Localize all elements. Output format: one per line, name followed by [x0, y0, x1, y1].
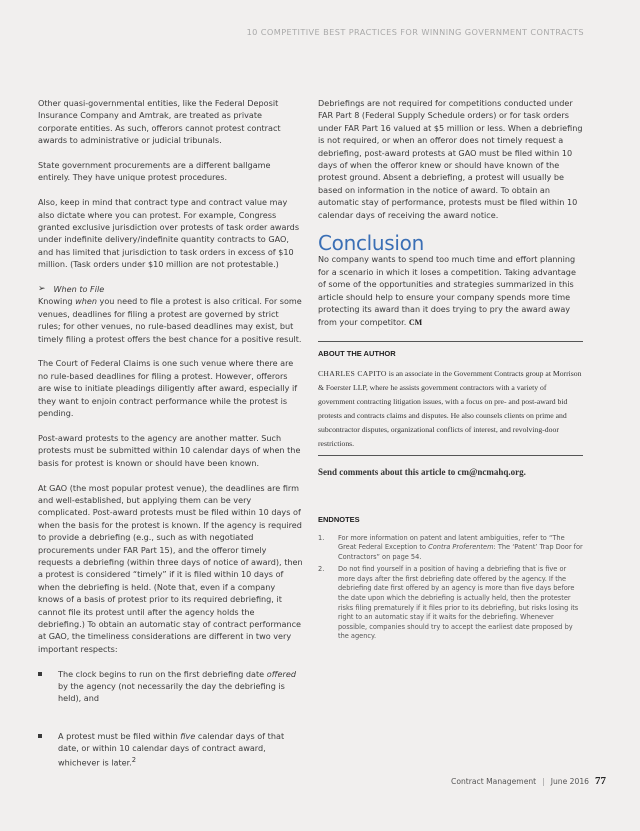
- subhead-label: When to File: [53, 284, 105, 295]
- running-head: 10 COMPETITIVE BEST PRACTICES FOR WINNING GOVERNMENT CONTRACTS: [246, 27, 584, 37]
- publication-name: Contract Management: [451, 777, 537, 786]
- endnotes-list: [318, 534, 583, 643]
- bullet-list: [38, 668, 303, 770]
- emphasis: Contra Proferentem: [428, 543, 494, 552]
- paragraph: Other quasi-governmental entities, like the Federal Deposit Insurance Company and Amtrak, are treated as private corporate entities. As such, offerors cannot protest contract awards to administrative or judicial tribunals.: [38, 98, 281, 146]
- spacer: [318, 478, 583, 514]
- list-item: [38, 730, 303, 770]
- issue-date: June 2016: [550, 777, 589, 786]
- page-number: 77: [595, 775, 606, 787]
- right-column: [318, 97, 583, 645]
- endnotes-heading: ENDNOTES: [318, 515, 360, 525]
- text: No company wants to spend too much time and effort planning for a scenario in which it loses a competition. Taking advantage of some of the opportunities and strategies summarized in this article should help to ensure your company spends more time protecting its award than it does trying to pry the award away from your competitor.: [318, 254, 576, 327]
- endnote-number: 1.: [318, 533, 325, 542]
- divider: [318, 341, 583, 342]
- separator: |: [542, 777, 545, 786]
- paragraph: Debriefings are not required for competitions conducted under FAR Part 8 (Federal Supply Schedule orders) or for task orders under FAR Part 16 valued at $5 million or less. When a debriefing is not required, or when an offeror does not timely request a debriefing, post-award protests at GAO must be filed within 10 days of when the offeror knew or should have known of the protest ground. Absent a debriefing, a protest will usually be based on information in the notice of award. To obtain an automatic stay of performance, protests must be filed within 10 calendar days of receiving the award notice.: [318, 98, 583, 220]
- endnote: [318, 565, 583, 642]
- paragraph: State government procurements are a different ballgame entirely. They have unique protest procedures.: [38, 160, 271, 183]
- author-bio: [318, 367, 583, 451]
- paragraph: [38, 295, 303, 345]
- emphasis: offered: [266, 668, 296, 679]
- text: : The ‘Patent’ Trap Door for Contractors” on page 54.: [338, 543, 583, 561]
- page-footer: [451, 775, 606, 787]
- author-heading: ABOUT THE AUTHOR: [318, 349, 396, 359]
- conclusion-heading: Conclusion: [318, 231, 424, 256]
- paragraph: Also, keep in mind that contract type and contract value may also dictate where you can protest. For example, Congress granted exclusive jurisdiction over protests of task order awards under indefinite delivery/indefinite quantity contracts to GAO, and has limited that jurisdiction to task orders in excess of $10 million. (Task orders under $10 million are not protestable.): [38, 197, 300, 270]
- arrow-bullet-icon: ➢: [38, 284, 46, 295]
- paragraph: The Court of Federal Claims is one such venue where there are no rule-based deadlines for filing a protest. However, offerors are wise to initiate pleadings diligently after award, especially if they want to enjoin contract performance while the protest is pending.: [38, 358, 298, 419]
- divider: [318, 455, 583, 456]
- text: The clock begins to run on the first debriefing date: [58, 668, 267, 679]
- endnote: [318, 534, 583, 563]
- text: you need to file a protest is also critical. For some venues, deadlines for filing a protest are governed by strict rules; for other venues, no rule-based deadlines may exist, but timely filing a protest offers the best chance for a positive result.: [38, 296, 302, 344]
- text: For more information on patent and latent ambiguities, refer to “The Great Federal Exception to: [338, 533, 565, 552]
- text: is an associate in the Government Contracts group at Morrison & Foerster LLP, where he assists government contractors with a variety of government contracting litigation issues, with a focus on pre- and post-award bid protests and contracts claims and disputes. He also counsels clients on prime and subcontractor disputes, organizational conflicts of interest, and revolving-door restrictions.: [318, 368, 582, 448]
- emphasis: when: [75, 296, 97, 307]
- text: calendar days of that date, or within 10 calendar days of contract award, whichever is later.: [58, 730, 285, 769]
- emphasis: five: [180, 730, 196, 741]
- author-name: CHARLES CAPITO: [318, 368, 387, 378]
- text: Do not find yourself in a position of having a debriefing that is five or more days after the first debriefing date offered by the agency. If the debriefing date first offered by an agency is more than five days before the date upon which the debriefing is actually held, then the protester risks filing prematurely if it files prior to its debriefing, but risks losing its right to an automatic stay if it waits for the debriefing. Whenever possible, companies should try to accept the earliest date proposed by the agency.: [338, 565, 579, 641]
- left-column: [38, 97, 303, 794]
- endnote-ref[interactable]: 2: [131, 756, 137, 765]
- end-mark: CM: [408, 317, 423, 327]
- endnote-number: 2.: [318, 565, 325, 574]
- comments-line[interactable]: Send comments about this article to cm@ncmahq.org.: [318, 466, 526, 477]
- text: A protest must be filed within: [58, 730, 181, 741]
- paragraph: At GAO (the most popular protest venue), the deadlines are firm and well-established, but applying them can be very complicated. Post-award protests must be filed within 10 days of when the basis for the protest is known. If the agency is required to provide a debriefing (e.g., such as with negotiated procurements under FAR Part 15), and the offeror timely requests a debriefing (within three days of notice of award), then a protest is considered “timely” if it is filed within 10 days of when the debriefing is held. (Note that, even if a company knows of a basis of protest prior to its required debriefing, it cannot file its protest until after the agency holds the debriefing.) To obtain an automatic stay of contract performance at GAO, the timeliness considerations are different in two very important respects:: [38, 482, 303, 654]
- text: by the agency (not necessarily the day the debriefing is held), and: [58, 680, 285, 704]
- list-item: [38, 668, 303, 705]
- text: Knowing: [38, 296, 76, 307]
- section-subhead: [38, 283, 303, 295]
- paragraph: Post-award protests to the agency are another matter. Such protests must be submitted within 10 calendar days of when the basis for protest is known or should have been known.: [38, 432, 301, 468]
- paragraph: [318, 253, 583, 328]
